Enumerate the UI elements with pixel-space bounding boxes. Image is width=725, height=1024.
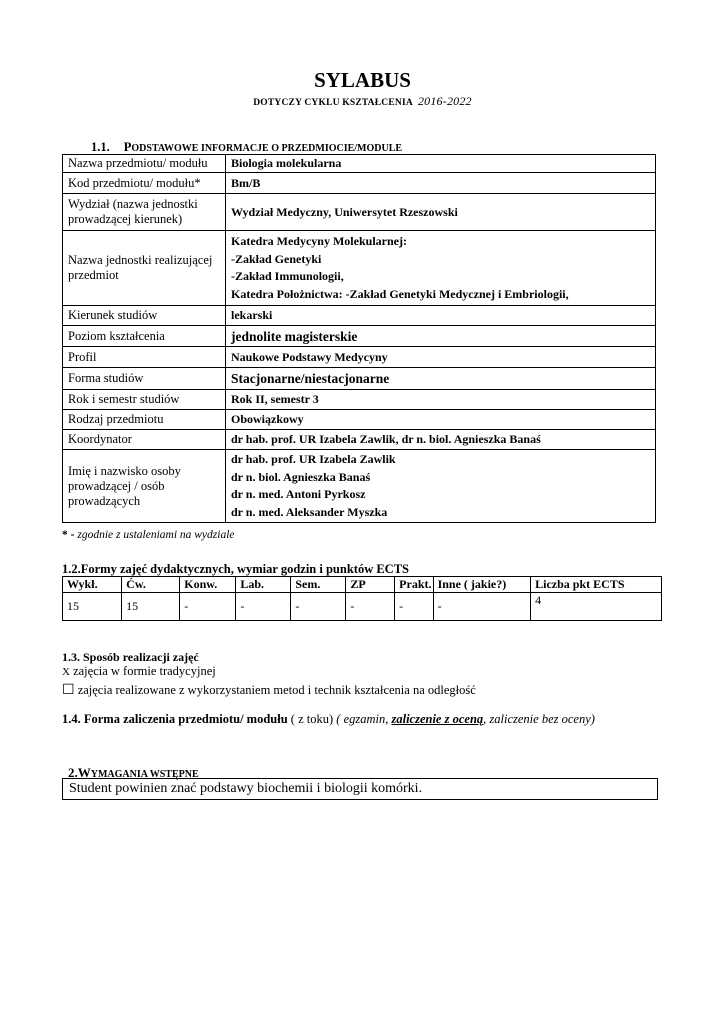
ects-cell: 4: [531, 593, 662, 621]
table-cell: -: [236, 593, 291, 621]
option-label: zajęcia realizowane z wykorzystaniem metod i technik kształcenia na odległość: [77, 683, 476, 697]
subtitle-text: DOTYCZY CYKLU KSZTAŁCENIA: [253, 98, 413, 108]
document-subtitle: [0, 94, 725, 109]
section-1-1-heading: [91, 140, 402, 155]
footnote-text: zgodnie z ustaleniami na wydziale: [77, 529, 235, 541]
row-label: Poziom kształcenia: [63, 326, 226, 347]
value-line: -Zakład Immunologii,: [231, 269, 344, 283]
section-number: 1.1.: [91, 140, 110, 154]
table-row: [63, 368, 656, 390]
options-open: ( egzamin,: [336, 712, 392, 726]
column-header: Inne ( jakie?): [433, 577, 531, 593]
basic-info-table: [62, 154, 656, 523]
footnote: [62, 529, 235, 541]
options-close: , zaliczenie bez oceny): [483, 712, 595, 726]
column-header: Ćw.: [122, 577, 180, 593]
row-label: Kierunek studiów: [63, 306, 226, 326]
table-row: [63, 173, 656, 194]
row-value: dr hab. prof. UR Izabela Zawlik, dr n. biol. Agnieszka Banaś: [226, 430, 656, 450]
table-row: [63, 430, 656, 450]
value-line: Katedra Położnictwa: -Zakład Genetyki Medycznej i Embriologii,: [231, 286, 569, 301]
value-line: dr n. med. Aleksander Myszka: [231, 504, 388, 519]
row-value: [226, 231, 656, 306]
row-value: Bm/B: [226, 173, 656, 194]
table-row: [63, 347, 656, 368]
row-value: Stacjonarne/niestacjonarne: [226, 368, 656, 390]
table-cell: -: [291, 593, 346, 621]
row-label: Rodzaj przedmiotu: [63, 410, 226, 430]
hours-table: [62, 576, 662, 621]
section-title-rest: ODSTAWOWE INFORMACJE O PRZEDMIOCIE/MODULE: [131, 143, 403, 154]
table-row: [63, 194, 656, 231]
row-label: Nazwa przedmiotu/ modułu: [63, 155, 226, 173]
selected-option: zaliczenie z oceną: [391, 712, 484, 726]
table-row: [63, 306, 656, 326]
table-row: [63, 326, 656, 347]
column-header: Wykł.: [63, 577, 122, 593]
row-value: Obowiązkowy: [226, 410, 656, 430]
row-value: Wydział Medyczny, Uniwersytet Rzeszowski: [226, 194, 656, 231]
section-1-2-heading: 1.2.Formy zajęć dydaktycznych, wymiar godzin i punktów ECTS: [62, 562, 410, 576]
row-value: [226, 450, 656, 523]
requirements-box: [62, 778, 658, 800]
table-header-row: [63, 577, 662, 593]
row-label: Profil: [63, 347, 226, 368]
section-1-4-hint: ( z toku): [290, 712, 334, 726]
row-value: Rok II, semestr 3: [226, 390, 656, 410]
section-1-4-heading: 1.4. Forma zaliczenia przedmiotu/ modułu: [62, 712, 288, 726]
value-line: dr hab. prof. UR Izabela Zawlik: [231, 452, 396, 466]
table-row: [63, 593, 662, 621]
row-label: Forma studiów: [63, 368, 226, 390]
table-cell: 15: [63, 593, 122, 621]
table-cell: -: [180, 593, 236, 621]
row-value: Biologia molekularna: [226, 155, 656, 173]
row-label: Koordynator: [63, 430, 226, 450]
row-label: Imię i nazwisko osoby prowadzącej / osób prowadzących: [63, 450, 226, 523]
cycle-years: 2016-2022: [417, 94, 472, 108]
value-line: dr n. med. Antoni Pyrkosz: [231, 487, 366, 501]
value-line: dr n. biol. Agnieszka Banaś: [231, 469, 371, 484]
table-row: [63, 231, 656, 306]
table-row: [63, 155, 656, 173]
section-1-4: [62, 712, 595, 727]
option-remote: [62, 682, 476, 699]
row-value: lekarski: [226, 306, 656, 326]
section-title-rest: YMAGANIA WSTĘPNE: [90, 769, 199, 780]
row-label: Nazwa jednostki realizującej przedmiot: [63, 231, 226, 306]
section-1-3-heading: 1.3. Sposób realizacji zajęć: [62, 650, 199, 664]
column-header: Sem.: [291, 577, 346, 593]
column-header: Lab.: [236, 577, 291, 593]
table-cell: -: [433, 593, 531, 621]
row-label: Wydział (nazwa jednostki prowadzącej kierunek): [63, 194, 226, 231]
column-header: ZP: [346, 577, 395, 593]
section-title-initial: P: [123, 140, 132, 154]
table-row: [63, 390, 656, 410]
row-label: Rok i semestr studiów: [63, 390, 226, 410]
footnote-mark: * -: [62, 529, 75, 541]
row-value: Naukowe Podstawy Medycyny: [226, 347, 656, 368]
document-title: SYLABUS: [314, 68, 411, 92]
row-value: jednolite magisterskie: [226, 326, 656, 347]
table-row: [63, 410, 656, 430]
value-line: -Zakład Genetyki: [231, 251, 322, 266]
column-header: Liczba pkt ECTS: [531, 577, 662, 593]
requirements-text: Student powinien znać podstawy biochemii i biologii komórki.: [69, 781, 423, 796]
table-cell: -: [395, 593, 433, 621]
option-label: zajęcia w formie tradycyjnej: [73, 664, 216, 678]
value-line: Katedra Medycyny Molekularnej:: [231, 234, 407, 248]
table-cell: 15: [122, 593, 180, 621]
table-cell: -: [346, 593, 395, 621]
column-header: Konw.: [180, 577, 236, 593]
option-traditional: [62, 664, 216, 679]
section-title-initial: 2.W: [68, 765, 91, 780]
checked-mark-icon: X: [62, 666, 70, 678]
table-row: [63, 450, 656, 523]
column-header: Prakt.: [395, 577, 433, 593]
checkbox-icon: ☐: [62, 683, 75, 698]
row-label: Kod przedmiotu/ modułu*: [63, 173, 226, 194]
